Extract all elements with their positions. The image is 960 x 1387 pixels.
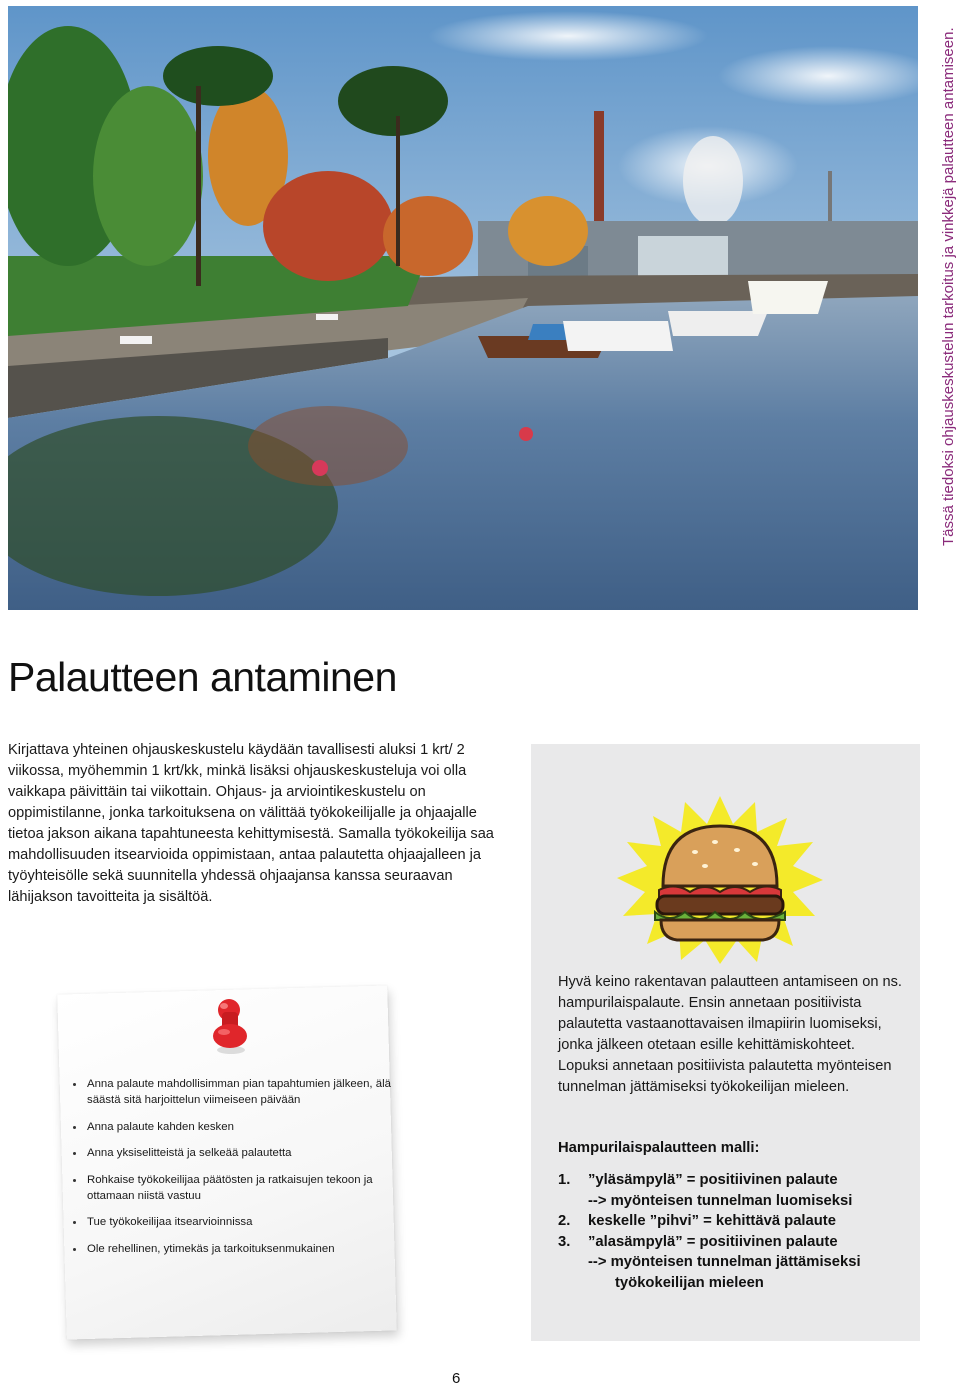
bullet-icon <box>73 1248 76 1251</box>
model-item-text: ”alasämpylä” = positiivinen palaute <box>588 1233 838 1250</box>
hamburger-icon <box>615 794 825 964</box>
tip-text: Anna palaute kahden kesken <box>87 1120 234 1133</box>
tip-item <box>72 1214 402 1230</box>
side-note: Tässä tiedoksi ohjauskeskustelun tarkoitus ja vinkkejä palautteen antamiseen. <box>940 27 957 546</box>
tip-text: Anna yksiselitteistä ja selkeää palautetta <box>87 1147 292 1159</box>
model-item-number: 2. <box>558 1213 571 1230</box>
tip-text: Rohkaise työkokeilijaa päätösten ja ratkaisujen tekoon ja ottamaan niistä vastuu <box>87 1173 373 1202</box>
model-item <box>558 1232 908 1294</box>
model-item-text: ”yläsämpylä” = positiivinen palaute <box>588 1172 838 1188</box>
model-item-number: 3. <box>558 1233 571 1250</box>
hamburger-feedback-box <box>531 744 920 1341</box>
model-heading: Hampurilaispalautteen malli: <box>558 1140 760 1156</box>
model-item-subtext: työkokeilijan mieleen <box>615 1274 764 1291</box>
tip-item <box>72 1172 402 1204</box>
page-number: 6 <box>452 1370 461 1387</box>
tip-item <box>72 1241 402 1257</box>
tip-item <box>72 1076 402 1108</box>
page-title: Palautteen antaminen <box>8 654 397 700</box>
bullet-icon <box>73 1179 76 1182</box>
model-item-number: 1. <box>558 1172 571 1188</box>
intro-paragraph: Kirjattava yhteinen ohjauskeskustelu käydään tavallisesti aluksi 1 krt/ 2 viikossa, myöhemmin 1 krt/kk, minkä lisäksi ohjauskeskusteluja voi olla vaikkapa päivittäin tai viikottain. Ohjaus- ja arviointikeskustelu on oppimistilanne, jonka tarkoituksena on välittää työkokeilijalle ja ohjaajalle tietoa jakson aikana tapahtuneesta kehittymisestä. Samalla työkokeilija saa mahdollisuuden itsearvioida oppimistaan, antaa palautetta ohjaajalleen ja työyhteisölle sekä suunnitella yhdessä ohjaajansa kanssa seuraavan lähijakson tavoitteita ja sisältöä. <box>8 742 494 905</box>
tip-text: Anna palaute mahdollisimman pian tapahtumien jälkeen, älä säästä sitä harjoittelun viimeiseen päivään <box>87 1078 391 1106</box>
harbour-photo <box>8 6 918 610</box>
bullet-icon <box>73 1152 76 1155</box>
model-item-text: keskelle ”pihvi” = kehittävä palaute <box>588 1213 836 1230</box>
bullet-icon <box>73 1221 76 1224</box>
bullet-icon <box>73 1126 76 1129</box>
model-item-subtext: --> myönteisen tunnelman luomiseksi <box>588 1192 853 1209</box>
model-item <box>558 1170 908 1211</box>
tip-text: Tue työkokeilijaa itsearvioinnissa <box>87 1216 253 1228</box>
hamburger-description: Hyvä keino rakentavan palautteen antamiseen on ns. hampurilaispalaute. Ensin annetaan positiivista palautetta vastaanottavaisen ilmapiirin luomiseksi, jonka jälkeen otetaan esille kehittämiskohteet. Lopuksi annetaan positiivista palautetta myönteisen tunnelman jättämiseksi työkokeilijan mieleen. <box>558 974 902 1095</box>
model-item <box>558 1211 908 1232</box>
tip-text: Ole rehellinen, ytimekäs ja tarkoituksenmukainen <box>87 1242 335 1255</box>
tip-item <box>72 1145 402 1161</box>
model-item-subtext: --> myönteisen tunnelman jättämiseksi <box>588 1254 861 1271</box>
bullet-icon <box>73 1083 76 1086</box>
push-pin-icon <box>205 998 255 1056</box>
tip-item <box>72 1119 402 1135</box>
model-list <box>558 1170 908 1294</box>
tips-list <box>72 1076 402 1267</box>
